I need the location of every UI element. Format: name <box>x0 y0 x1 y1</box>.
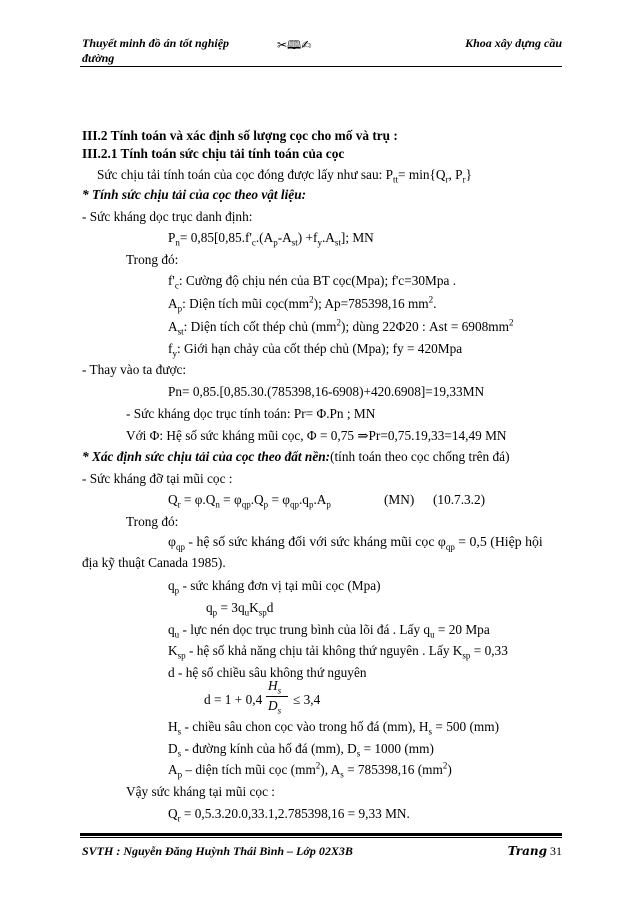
text-line: d - hệ số chiều sâu không thứ nguyên <box>168 665 367 680</box>
footer-rule-thick <box>80 833 562 836</box>
result-line: $Q_r = 0,5.3.20.0,33.1,2.785398,16 = 9,33$ MN. <box>168 806 410 824</box>
formula-line: Pn= 0,85.[0,85.30.(785398,16-6908)+420.6908]=19,33MN <box>168 384 485 399</box>
text-line: - Sức kháng dọc trục tính toán: Pr= Φ.Pn ; MN <box>126 406 376 421</box>
unit-label: (MN) <box>384 492 415 507</box>
text-line: địa kỹ thuật Canada 1985). <box>82 555 226 570</box>
text-line: $q_p$ - sức kháng đơn vị tại mũi cọc (Mpa) <box>168 578 381 596</box>
text-line: $q_u$ - lực nén dọc trục trung bình của lõi đá . Lấy $q_u = 20$ Mpa <box>168 622 490 640</box>
header-ornament: ✂🕮✍ <box>277 38 312 52</box>
fraction-bar <box>266 696 288 697</box>
text-line: - Thay vào ta được: <box>82 362 187 377</box>
text-line: $A_{st}$: Diện tích cốt thép chủ $(mm^2)$; dùng 22Φ20 : Ast = $6908mm^2$ <box>168 317 514 337</box>
formula-numerator: $H_s$ <box>268 678 282 696</box>
footer-rule-thin <box>80 837 562 838</box>
header-left-line1: Thuyết minh đồ án tốt nghiệp <box>82 36 230 50</box>
section-heading: III.2 Tính toán và xác định số lượng cọc cho mố và trụ : <box>82 128 398 143</box>
text-line: - Sức kháng đỡ tại mũi cọc : <box>82 471 233 486</box>
formula-line: $q_p = 3q_uK_{sp}d$ <box>206 600 274 618</box>
subheading-soil: * Xác định sức chịu tải của cọc theo đất nền:(tính toán theo cọc chống trên đá) <box>82 449 510 464</box>
text-line: Trong đó: <box>126 252 179 267</box>
header-right: Khoa xây dựng cầu <box>465 36 562 50</box>
reference-number: (10.7.3.2) <box>433 492 486 507</box>
formula-lhs: d = 1 + 0,4 <box>204 692 263 707</box>
header-left-line2: đường <box>82 51 115 65</box>
text-line: $K_{sp}$ - hệ số khả năng chịu tải không thứ nguyên . Lấy $K_{sp} = 0,33$ <box>168 643 508 661</box>
formula-denominator: $D_s$ <box>268 698 282 716</box>
text-line: $H_s$ - chiều sâu chon cọc vào trong hố đá (mm), $H_s = 500$ (mm) <box>168 719 500 737</box>
text-line: Vậy sức kháng tại mũi cọc : <box>126 784 275 799</box>
header-left <box>82 36 282 66</box>
text-line: $\varphi_{qp}$ - hệ số sức kháng đối với sức kháng mũi cọc $\varphi_{qp} = 0,5$ (Hiệp hội <box>168 534 543 552</box>
page-number: 31 <box>550 844 562 858</box>
footer-page <box>508 844 562 859</box>
formula-rhs: ≤ 3,4 <box>293 692 321 707</box>
text-line: $f'_c$: Cường độ chịu nén của BT cọc(Mpa); f'c=30Mpa . <box>168 273 457 291</box>
text-line: Trong đó: <box>126 514 179 529</box>
text-line: - Sức kháng dọc trục danh định: <box>82 209 253 224</box>
text-line: Sức chịu tải tính toán của cọc đóng được lấy như sau: $P_{tt}= \min\{Q_r$, $P_r$} <box>97 167 472 185</box>
footer-author: SVTH : Nguyễn Đăng Huỳnh Thái Bình – Lớp 02X3B <box>82 844 353 858</box>
text-line: $A_p$: Diện tích mũi $cọc(mm^2)$; Ap=785398,16 $mm^2$. <box>168 294 437 314</box>
text-line: $f_y$: Giới hạn chảy của cốt thép chủ (Mpa); fy = 420Mpa <box>168 341 463 359</box>
text-line: $A_p$ – diện tích mũi cọc $(mm^2)$, $A_s = 785398,16$ $(mm^2)$ <box>168 760 452 780</box>
text-line: Với Φ: Hệ số sức kháng mũi cọc, Φ = 0,75 ⇒Pr=0,75.19,33=14,49 MN <box>126 428 507 443</box>
formula-line: $Q_r = \varphi.Q_n = \varphi_{qp}.Q_p = \varphi_{qp}.q_p.A_p$ <box>168 492 331 510</box>
text-line: $D_s$ - đường kính của hố đá (mm), $D_s = 1000$ (mm) <box>168 741 434 759</box>
header-rule <box>80 66 562 67</box>
formula-line: $P_n= 0,85[0,85.f'_c.(A_p-A_{st}) +f_y.A_{st}]$; MN <box>168 230 374 248</box>
subheading-material: * Tính sức chịu tải của cọc theo vật liệu: <box>82 187 307 202</box>
page-label: Trang <box>507 844 547 858</box>
subsection-heading: III.2.1 Tính toán sức chịu tải tính toán của cọc <box>82 146 345 161</box>
